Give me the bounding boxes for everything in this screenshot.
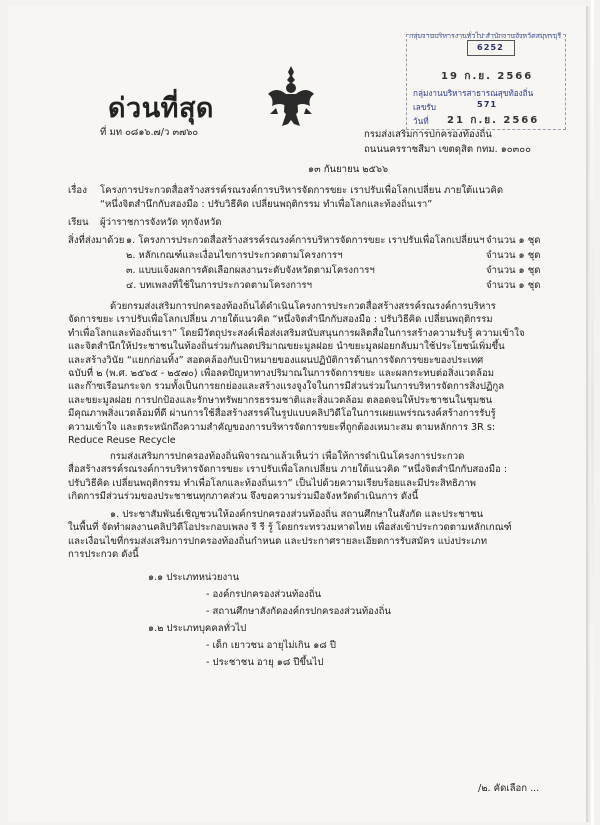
category-item: - ประชาชน อายุ ๑๘ ปีขึ้นไป [206, 657, 324, 668]
category-item: - เด็ก เยาวชน อายุไม่เกิน ๑๘ ปี [206, 640, 336, 651]
enclosure-qty: จำนวน ๑ ชุด [486, 250, 541, 261]
paragraph-line: และสร้างวินัย “แยกก่อนทิ้ง” สอดคล้องกับเป้าหมายของแผนปฏิบัติการด้านการจัดการขยะของประเทศ [68, 354, 484, 366]
body-paragraph-1 [68, 300, 525, 447]
stamp-date-received: 19 ก.ย. 2566 [441, 71, 534, 82]
garuda-emblem-icon [266, 64, 316, 130]
stamp-top-line: กลุ่มงานบริหารงานทั่วไป สำนักงานจังหวัดสมุทรบุรี [409, 32, 562, 40]
document-page [8, 6, 586, 822]
paragraph-line: สื่อสร้างสรรค์รณรงค์การบริหารจัดการขยะ เราปรับเพื่อโลกเปลี่ยน ภายใต้แนวคิด “หนึ่งจิตสำนึกกับสองมือ : [68, 464, 508, 476]
paragraph-line: กรมส่งเสริมการปกครองท้องถิ่นพิจารณาแล้วเห็นว่า เพื่อให้การดำเนินโครงการประกวด [110, 451, 465, 462]
paragraph-line: ฉบับที่ ๒ (พ.ศ. ๒๕๖๕ - ๒๕๗๐) เพื่อลดปัญหาทางปริมาณในการจัดการขยะ และผลกระทบต่อสิ่งแวดล้อม [68, 368, 495, 380]
scan-edge [591, 0, 594, 825]
paragraph-line: และขยะมูลฝอย การปกป้องและรักษาทรัพยากรธรรมชาติและสิ่งแวดล้อม ตลอดจนให้ประชาชนในชุมชน [68, 394, 493, 406]
stamp-date-value: 21 ก.ย. 2566 [447, 115, 540, 126]
paragraph-line: เกิดการมีส่วนร่วมของประชาชนทุกภาคส่วน จึงขอความร่วมมือจังหวัดดำเนินการ ดังนี้ [68, 491, 419, 503]
enclosure-item: ๔. บทเพลงที่ใช้ในการประกวดตามโครงการฯ [126, 280, 312, 291]
category-item: - สถานศึกษาสังกัดองค์กรปกครองส่วนท้องถิ่น [206, 606, 391, 617]
stamp-number: 6252 [477, 42, 504, 52]
enclosure-item: ๓. แบบแจ้งผลการคัดเลือกผลงานระดับจังหวัดตามโครงการฯ [126, 265, 375, 276]
paragraph-line: ๑. ประชาสัมพันธ์เชิญชวนให้องค์กรปกครองส่วนท้องถิ่น สถานศึกษาในสังกัด และประชาชน [110, 509, 484, 520]
paragraph-line: การประกวด ดังนี้ [68, 549, 139, 561]
received-stamp [406, 34, 566, 130]
subject-line-1: โครงการประกวดสื่อสร้างสรรค์รณรงค์การบริหารจัดการขยะ เราปรับเพื่อโลกเปลี่ยน ภายใต้แนวคิด [100, 185, 504, 196]
paragraph-line: จัดการขยะ เราปรับเพื่อโลกเปลี่ยน ภายใต้แนวคิด “หนึ่งจิตสำนึกกับสองมือ : ปรับวิธีคิด เปลี่ยนพฤติกรรม [68, 314, 493, 326]
body-paragraph-3 [68, 508, 512, 562]
subject-line-2: “หนึ่งจิตสำนึกกับสองมือ : ปรับวิธีคิด เปลี่ยนพฤติกรรม ทำเพื่อโลกและท้องถิ่นเรา” [100, 199, 433, 210]
subject-label: เรื่อง [68, 185, 87, 196]
paragraph-line: และเงื่อนไขที่กรมส่งเสริมการปกครองท้องถิ่นกำหนด และประกาศรายละเอียดการรับสมัคร แบ่งประเภท [68, 535, 488, 547]
enclosure-item: ๒. หลักเกณฑ์และเงื่อนไขการประกวดตามโครงการฯ [126, 250, 343, 261]
paragraph-line: และก๊าซเรือนกระจก รวมทั้งเป็นการยกย่องและสร้างแรงจูงใจในการมีส่วนร่วมในการบริหารจัดการสิ่งปฏิกูล [68, 381, 505, 393]
stamp-reg-no: 571 [477, 99, 498, 109]
enclosure-qty: จำนวน ๑ ชุด [486, 265, 541, 276]
document-date: ๑๓ กันยายน ๒๕๖๖ [308, 164, 389, 175]
to-label: เรียน [68, 217, 89, 228]
continued-marker: /๒. คัดเลือก ... [478, 783, 540, 794]
paragraph-line: มีคุณภาพสิ่งแวดล้อมที่ดี ผ่านการใช้สื่อสร้างสรรค์ในรูปแบบคลิปวิดีโอในการเผยแพร่รณรงค์สร้างการรับรู้ [68, 408, 496, 420]
enclosure-qty: จำนวน ๑ ชุด [486, 235, 541, 246]
enclosure-qty: จำนวน ๑ ชุด [486, 280, 541, 291]
paragraph-line: Reduce Reuse Recycle [68, 435, 176, 447]
category-item: - องค์กรปกครองส่วนท้องถิ่น [206, 589, 322, 600]
enclosure-item: ๑. โครงการประกวดสื่อสร้างสรรค์รณรงค์การบริหารจัดการขยะ เราปรับเพื่อโลกเปลี่ยนฯ [126, 235, 485, 246]
paragraph-line: ความเข้าใจ และตระหนักถึงความสำคัญของการบริหารจัดการขยะที่ถูกต้องเหมาะสม ตามหลักการ 3R s: [68, 421, 496, 433]
paragraph-line: ทำเพื่อโลกและท้องถิ่นเรา” โดยมีวัตถุประสงค์เพื่อส่งเสริมสนับสนุนการผลิตสื่อในการสร้างความรับรู้ ความเข้าใจ [68, 327, 525, 339]
doc-number: ที่ มท ๐๘๑๖.๗/ว ๓๗๖๐ [100, 127, 199, 138]
paragraph-line: ปรับวิธีคิด เปลี่ยนพฤติกรรม ทำเพื่อโลกและท้องถิ่นเรา” เป็นไปด้วยความเรียบร้อยและมีประสิทธิภาพ [68, 477, 476, 489]
agency-name: กรมส่งเสริมการปกครองท้องถิ่น [364, 129, 492, 140]
paragraph-line: และจิตสำนึกให้ประชาชนในท้องถิ่นร่วมกันลดปริมาณขยะมูลฝอย นำขยะมูลฝอยกลับมาใช้ประโยชน์เพิ่มขึ้น [68, 341, 505, 353]
to-value: ผู้ว่าราชการจังหวัด ทุกจังหวัด [100, 217, 222, 228]
paragraph-line: ในพื้นที่ จัดทำผลงานคลิปวิดีโอประกอบเพลง รี รี รู้ โดยกระทรวงมหาดไทย เพื่อส่งเข้าประกวดตามหลักเกณฑ์ [68, 522, 512, 534]
category-heading: ๑.๑ ประเภทหน่วยงาน [148, 572, 240, 583]
body-paragraph-2 [68, 450, 507, 504]
stamp-office: กลุ่มงานบริหารสาธารณสุขท้องถิ่น [413, 88, 534, 98]
stamp-date-label: วันที่ [413, 116, 429, 126]
paragraph-line: ด้วยกรมส่งเสริมการปกครองท้องถิ่นได้ดำเนินโครงการประกวดสื่อสร้างสรรค์รณรงค์การบริหาร [110, 301, 496, 312]
urgency-heading: ด่วนที่สุด [108, 93, 214, 124]
category-heading: ๑.๒ ประเภทบุคคลทั่วไป [148, 623, 247, 634]
agency-address: ถนนนครราชสีมา เขตดุสิต กทม. ๑๐๓๐๐ [364, 144, 531, 155]
enclosure-label: สิ่งที่ส่งมาด้วย [68, 235, 125, 246]
stamp-reg-label: เลขรับ [413, 102, 437, 112]
